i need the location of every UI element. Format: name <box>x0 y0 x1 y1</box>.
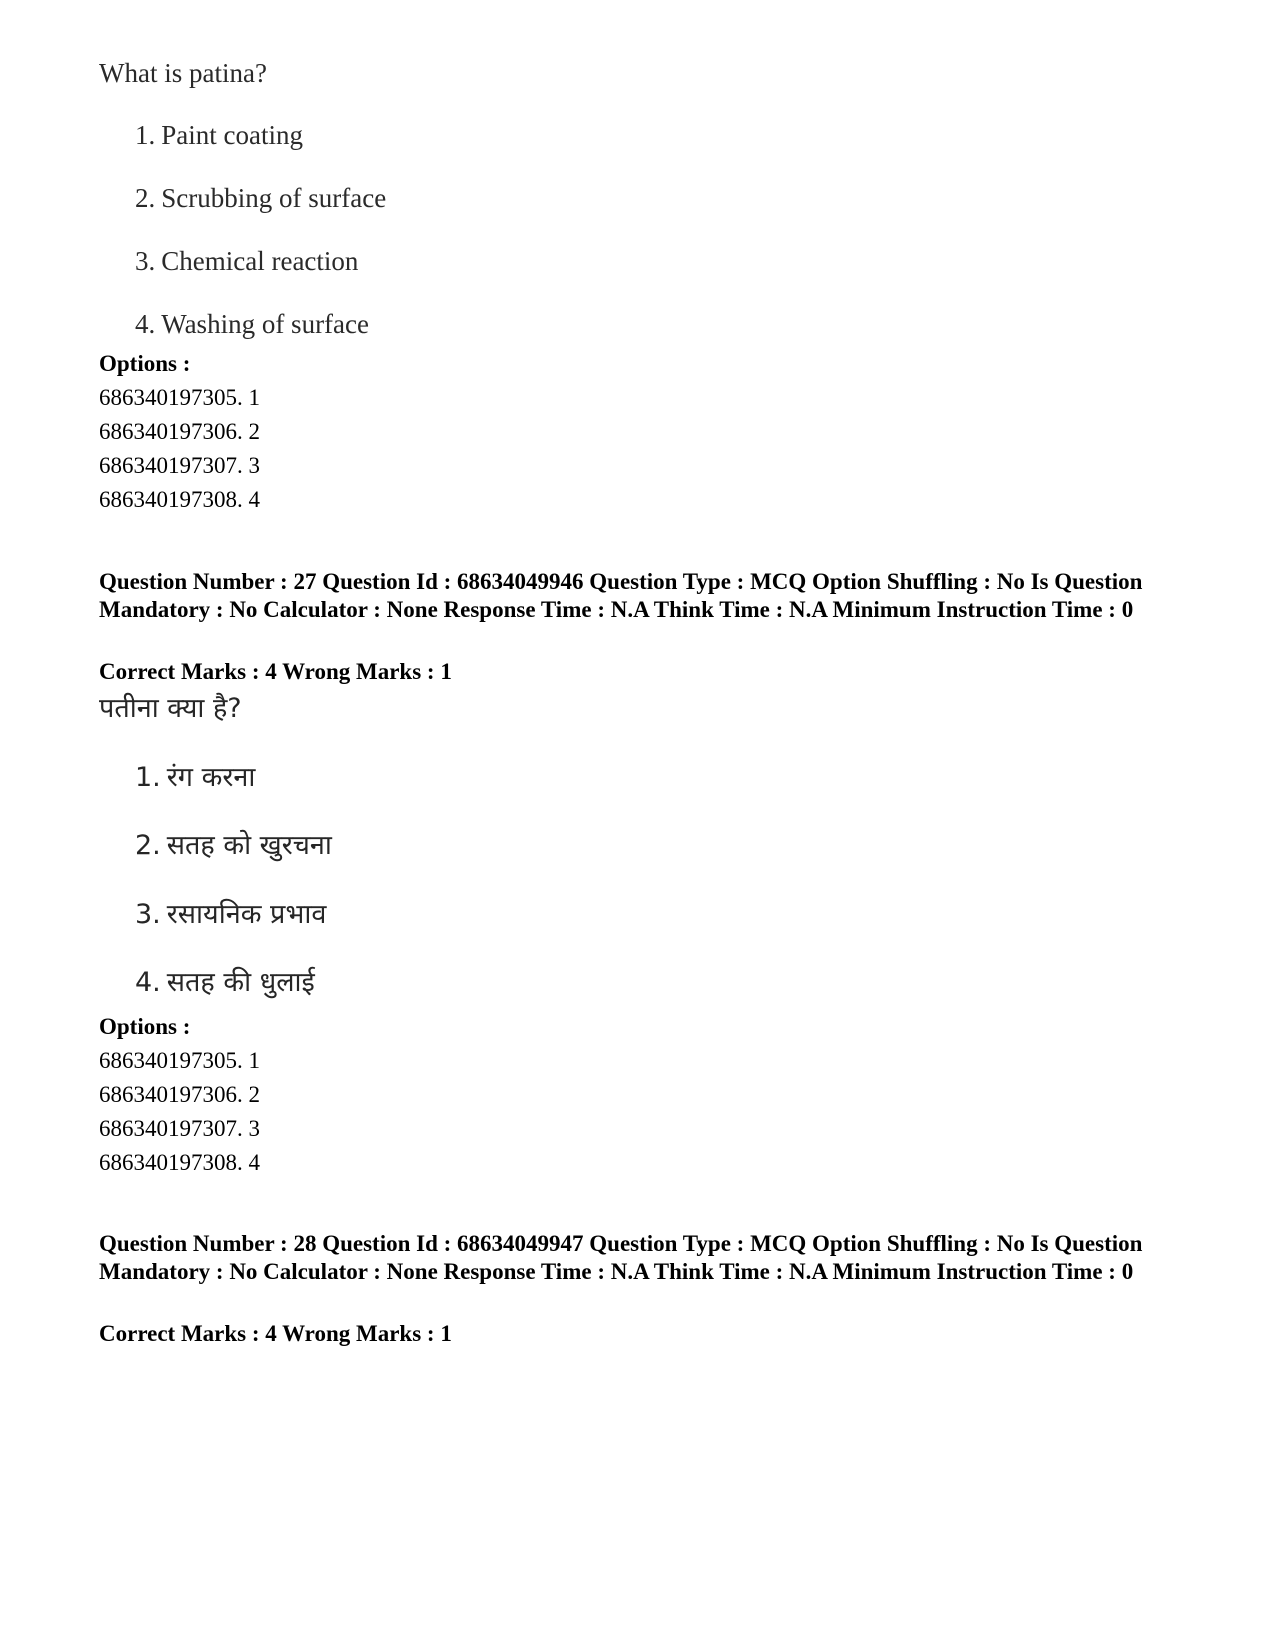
option-item: 686340197307. 3 <box>99 453 260 478</box>
choice-number: 2. <box>135 830 161 861</box>
question-27-marks: Correct Marks : 4 Wrong Marks : 1 <box>99 659 452 684</box>
option-item: 686340197308. 4 <box>99 487 260 512</box>
option-item: 686340197305. 1 <box>99 385 260 410</box>
choice-number: 4. <box>135 967 161 998</box>
options-heading: Options : <box>99 351 191 376</box>
question-27-text: पतीना क्या है? <box>99 693 242 724</box>
question-26-choice <box>135 311 369 338</box>
question-28-marks: Correct Marks : 4 Wrong Marks : 1 <box>99 1321 452 1346</box>
question-27-choice <box>135 901 326 928</box>
choice-number: 3. <box>135 899 161 930</box>
choice-text: रंग करना <box>166 762 256 793</box>
question-27-choice <box>135 969 315 996</box>
question-28-meta: Question Number : 28 Question Id : 68634049947 Question Type : MCQ Option Shuffling : No Is Question Mandatory : No Calculator : None Response Time : N.A Think Time : N.A Minimum Instruction Time : 0 <box>99 1231 1143 1284</box>
choice-text: Washing of surface <box>161 309 369 339</box>
choice-number: 1. <box>135 762 161 793</box>
choice-text: Chemical reaction <box>161 246 359 276</box>
choice-text: Scrubbing of surface <box>161 183 387 213</box>
choice-number: 3. <box>135 246 156 276</box>
options-heading: Options : <box>99 1014 191 1039</box>
choice-number: 1. <box>135 120 156 150</box>
choice-number: 4. <box>135 309 156 339</box>
choice-number: 2. <box>135 183 156 213</box>
question-26-choice <box>135 185 386 212</box>
option-item: 686340197305. 1 <box>99 1048 260 1073</box>
option-item: 686340197306. 2 <box>99 1082 260 1107</box>
choice-text: Paint coating <box>161 120 303 150</box>
question-27-choice <box>135 832 332 859</box>
question-27-meta: Question Number : 27 Question Id : 68634049946 Question Type : MCQ Option Shuffling : No Is Question Mandatory : No Calculator : None Response Time : N.A Think Time : N.A Minimum Instruction Time : 0 <box>99 569 1143 622</box>
choice-text: सतह को खुरचना <box>166 830 332 861</box>
question-26-text: What is patina? <box>99 58 267 88</box>
question-26-choice <box>135 122 303 149</box>
option-item: 686340197306. 2 <box>99 419 260 444</box>
option-item: 686340197308. 4 <box>99 1150 260 1175</box>
choice-text: सतह की धुलाई <box>166 967 315 998</box>
question-26-choice <box>135 248 358 275</box>
option-item: 686340197307. 3 <box>99 1116 260 1141</box>
question-27-choice <box>135 764 255 791</box>
choice-text: रसायनिक प्रभाव <box>166 899 327 930</box>
